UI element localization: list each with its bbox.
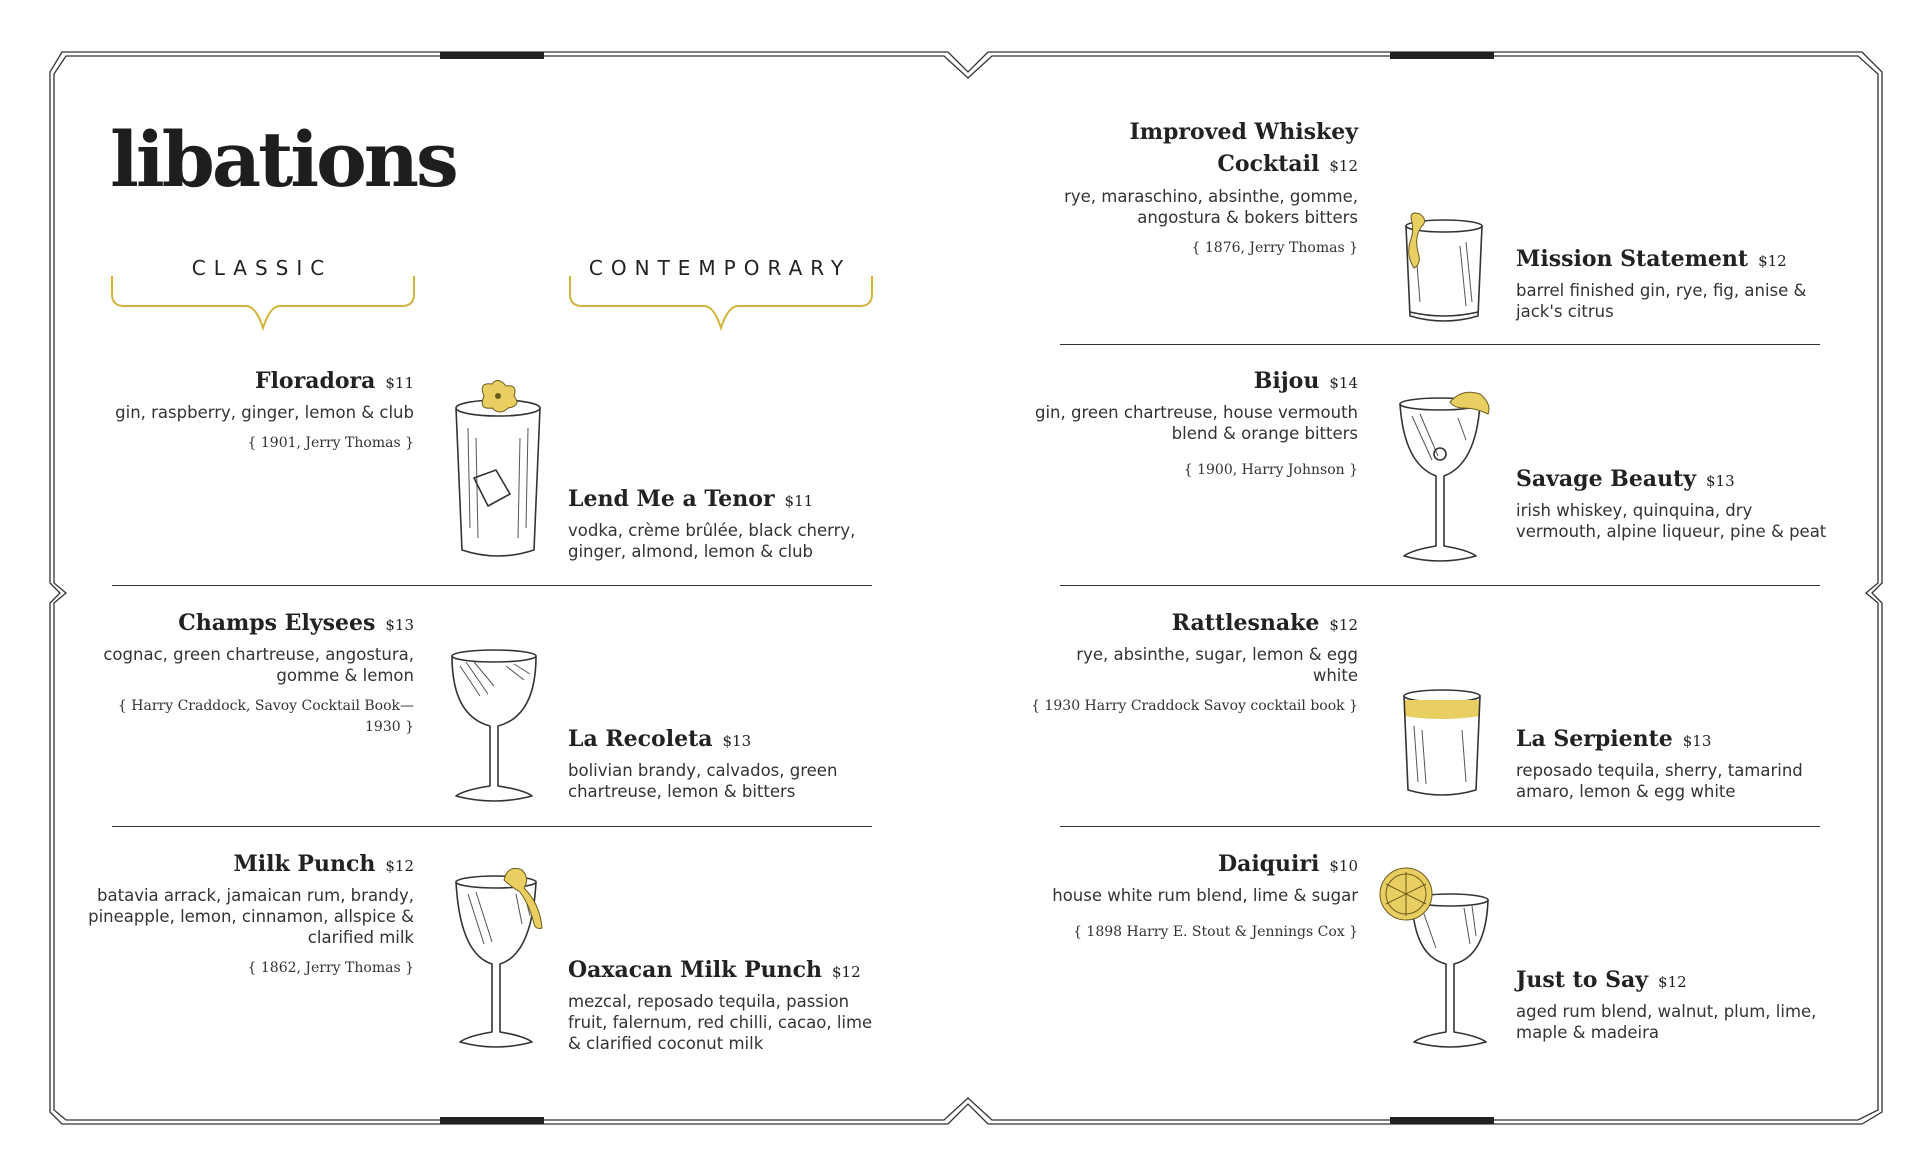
item-name: Bijou <box>1253 368 1320 394</box>
item-description: mezcal, reposado tequila, passion fruit, falernum, red chilli, cacao, lime & clarified coconut milk <box>568 991 873 1053</box>
menu-item-la-serpiente <box>1516 724 1836 802</box>
divider <box>1060 826 1820 827</box>
item-price: $12 <box>385 857 414 875</box>
item-origin: { 1901, Jerry Thomas } <box>247 434 414 451</box>
item-name: Daiquiri <box>1217 851 1320 877</box>
item-description: rye, maraschino, absinthe, gomme, angostura & bokers bitters <box>1064 187 1358 227</box>
contemporary-brace <box>568 274 874 334</box>
item-price: $11 <box>784 492 814 510</box>
item-name: Improved Whiskey Cocktail <box>1129 119 1358 177</box>
item-description: vodka, crème brûlée, black cherry, ginger, almond, lemon & club <box>568 520 856 561</box>
menu-item-champs-elysees <box>84 608 414 738</box>
item-name: Champs Elysees <box>178 610 376 636</box>
item-description: rye, absinthe, sugar, lemon & egg white <box>1076 644 1358 685</box>
item-name: Milk Punch <box>233 851 376 877</box>
item-description: gin, raspberry, ginger, lemon & club <box>115 402 414 422</box>
item-description: barrel finished gin, rye, fig, anise & jack's citrus <box>1516 280 1807 321</box>
divider <box>1060 344 1820 345</box>
menu-item-improved-whiskey-cocktail <box>1048 116 1358 259</box>
item-origin: { 1862, Jerry Thomas } <box>247 959 414 976</box>
item-origin: { Harry Craddock, Savoy Cocktail Book—1930 } <box>117 697 414 735</box>
nick-and-nora-glass-icon <box>450 864 560 1054</box>
menu-item-la-recoleta <box>568 724 888 802</box>
item-name: Just to Say <box>1516 967 1649 993</box>
item-origin: { 1876, Jerry Thomas } <box>1191 240 1358 256</box>
divider <box>112 826 872 827</box>
item-name: Savage Beauty <box>1516 466 1697 492</box>
item-name: La Serpiente <box>1516 726 1673 752</box>
martini-glass-icon <box>1392 390 1502 570</box>
item-price: $12 <box>1658 973 1687 991</box>
item-name: Floradora <box>254 368 376 394</box>
item-name: Oaxacan Milk Punch <box>568 957 822 983</box>
item-price: $13 <box>385 616 414 634</box>
item-description: batavia arrack, jamaican rum, brandy, pineapple, lemon, cinnamon, allspice & clarified milk <box>88 885 414 947</box>
item-price: $12 <box>1329 616 1358 634</box>
divider <box>1060 585 1820 586</box>
item-description: bolivian brandy, calvados, green chartreuse, lemon & bitters <box>568 760 838 801</box>
highball-glass-icon <box>448 378 548 568</box>
item-description: gin, green chartreuse, house vermouth blend & orange bitters <box>1034 402 1358 443</box>
item-name: La Recoleta <box>568 726 713 752</box>
menu-title: libations <box>110 115 456 204</box>
menu-item-mission-statement <box>1516 244 1836 322</box>
item-name: Lend Me a Tenor <box>568 486 775 512</box>
item-name: Mission Statement <box>1516 246 1749 272</box>
item-price: $13 <box>722 732 752 750</box>
item-price: $10 <box>1329 857 1358 875</box>
menu-item-just-to-say <box>1516 965 1836 1043</box>
coupe-glass-icon <box>444 646 544 806</box>
item-description: irish whiskey, quinquina, dry vermouth, alpine liqueur, pine & peat <box>1516 500 1827 541</box>
item-description: reposado tequila, sherry, tamarind amaro, lemon & egg white <box>1516 760 1803 801</box>
item-price: $13 <box>1706 472 1735 490</box>
item-price: $12 <box>1758 252 1787 270</box>
item-description: aged rum blend, walnut, plum, lime, maple & madeira <box>1516 1001 1817 1042</box>
item-origin: { 1900, Harry Johnson } <box>1183 461 1358 478</box>
item-price: $12 <box>1329 157 1358 175</box>
item-price: $11 <box>385 374 414 392</box>
rocks-glass-gold-icon <box>1392 686 1492 806</box>
item-origin: { 1930 Harry Craddock Savoy cocktail book } <box>1031 697 1358 714</box>
menu-item-bijou <box>1028 366 1358 481</box>
menu-item-oaxacan-milk-punch <box>568 955 888 1054</box>
section-heading-contemporary: CONTEMPORARY <box>588 256 852 280</box>
rocks-glass-icon <box>1392 212 1492 332</box>
section-heading-classic: CLASSIC <box>191 256 333 280</box>
menu-item-lend-me-a-tenor <box>568 484 888 562</box>
menu-item-milk-punch <box>84 849 414 979</box>
coupe-lime-glass-icon <box>1376 864 1506 1054</box>
divider <box>112 585 872 586</box>
item-origin: { 1898 Harry E. Stout & Jennings Cox } <box>1073 923 1358 940</box>
menu-item-savage-beauty <box>1516 464 1836 542</box>
item-price: $14 <box>1329 374 1358 392</box>
item-price: $12 <box>832 963 861 981</box>
item-price: $13 <box>1682 732 1712 750</box>
item-description: house white rum blend, lime & sugar <box>1052 885 1358 905</box>
item-description: cognac, green chartreuse, angostura, gomme & lemon <box>103 644 414 685</box>
item-name: Rattlesnake <box>1171 610 1320 636</box>
menu-item-daiquiri <box>1028 849 1358 943</box>
classic-brace <box>110 274 416 334</box>
menu-item-floradora <box>84 366 414 454</box>
menu-item-rattlesnake <box>1028 608 1358 717</box>
